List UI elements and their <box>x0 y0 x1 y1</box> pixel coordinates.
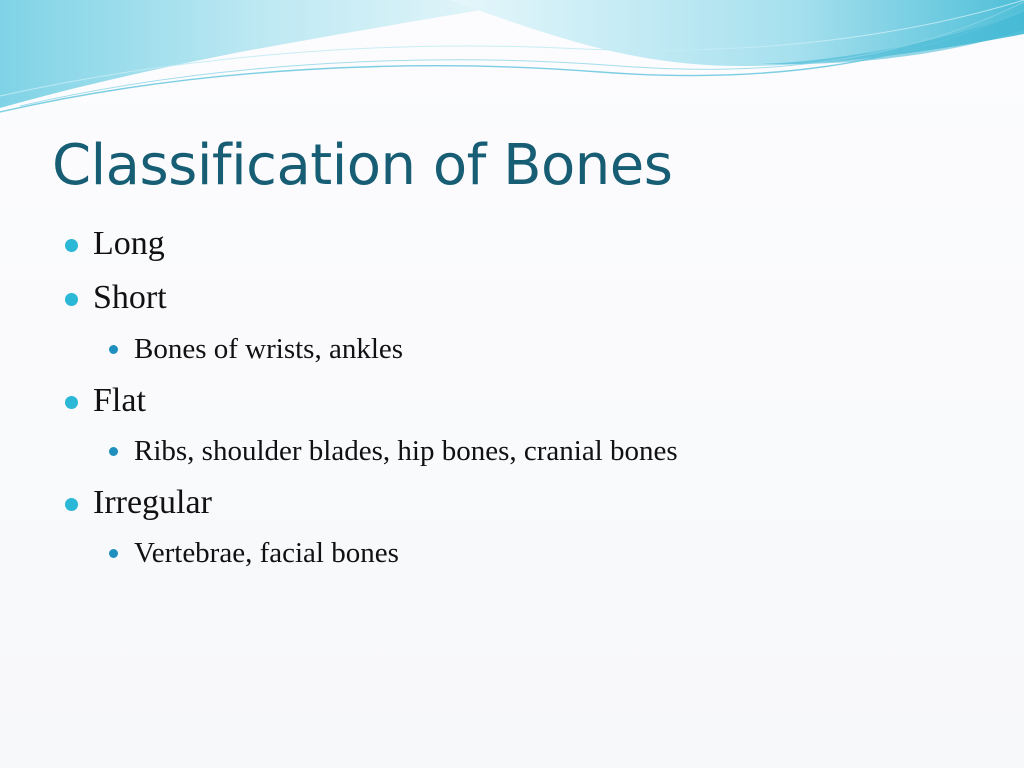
sub-bullet-item-short <box>134 331 403 367</box>
sub-bullet-text: Ribs, shoulder blades, hip bones, cranial bones <box>134 435 678 467</box>
bullet-dot-icon <box>65 239 78 252</box>
bullet-text: Short <box>93 279 167 316</box>
bullet-item-long <box>93 224 165 264</box>
sub-bullet-text: Bones of wrists, ankles <box>134 333 404 365</box>
sub-bullet-item-flat <box>134 433 678 469</box>
bullet-item-short <box>93 278 167 318</box>
sub-bullet-item-irregular <box>134 535 399 571</box>
sub-bullet-dot-icon <box>109 447 118 456</box>
bullet-dot-icon <box>65 293 78 306</box>
bullet-text: Flat <box>93 382 146 419</box>
sub-bullet-dot-icon <box>109 549 118 558</box>
sub-bullet-dot-icon <box>109 345 118 354</box>
bullet-item-flat <box>93 381 146 421</box>
bullet-text: Long <box>93 225 165 262</box>
bullet-dot-icon <box>65 498 78 511</box>
bullet-item-irregular <box>93 483 212 523</box>
sub-bullet-text: Vertebrae, facial bones <box>134 537 399 569</box>
bullet-dot-icon <box>65 396 78 409</box>
bullet-text: Irregular <box>93 484 212 521</box>
slide-title: Classification of Bones <box>52 133 673 198</box>
